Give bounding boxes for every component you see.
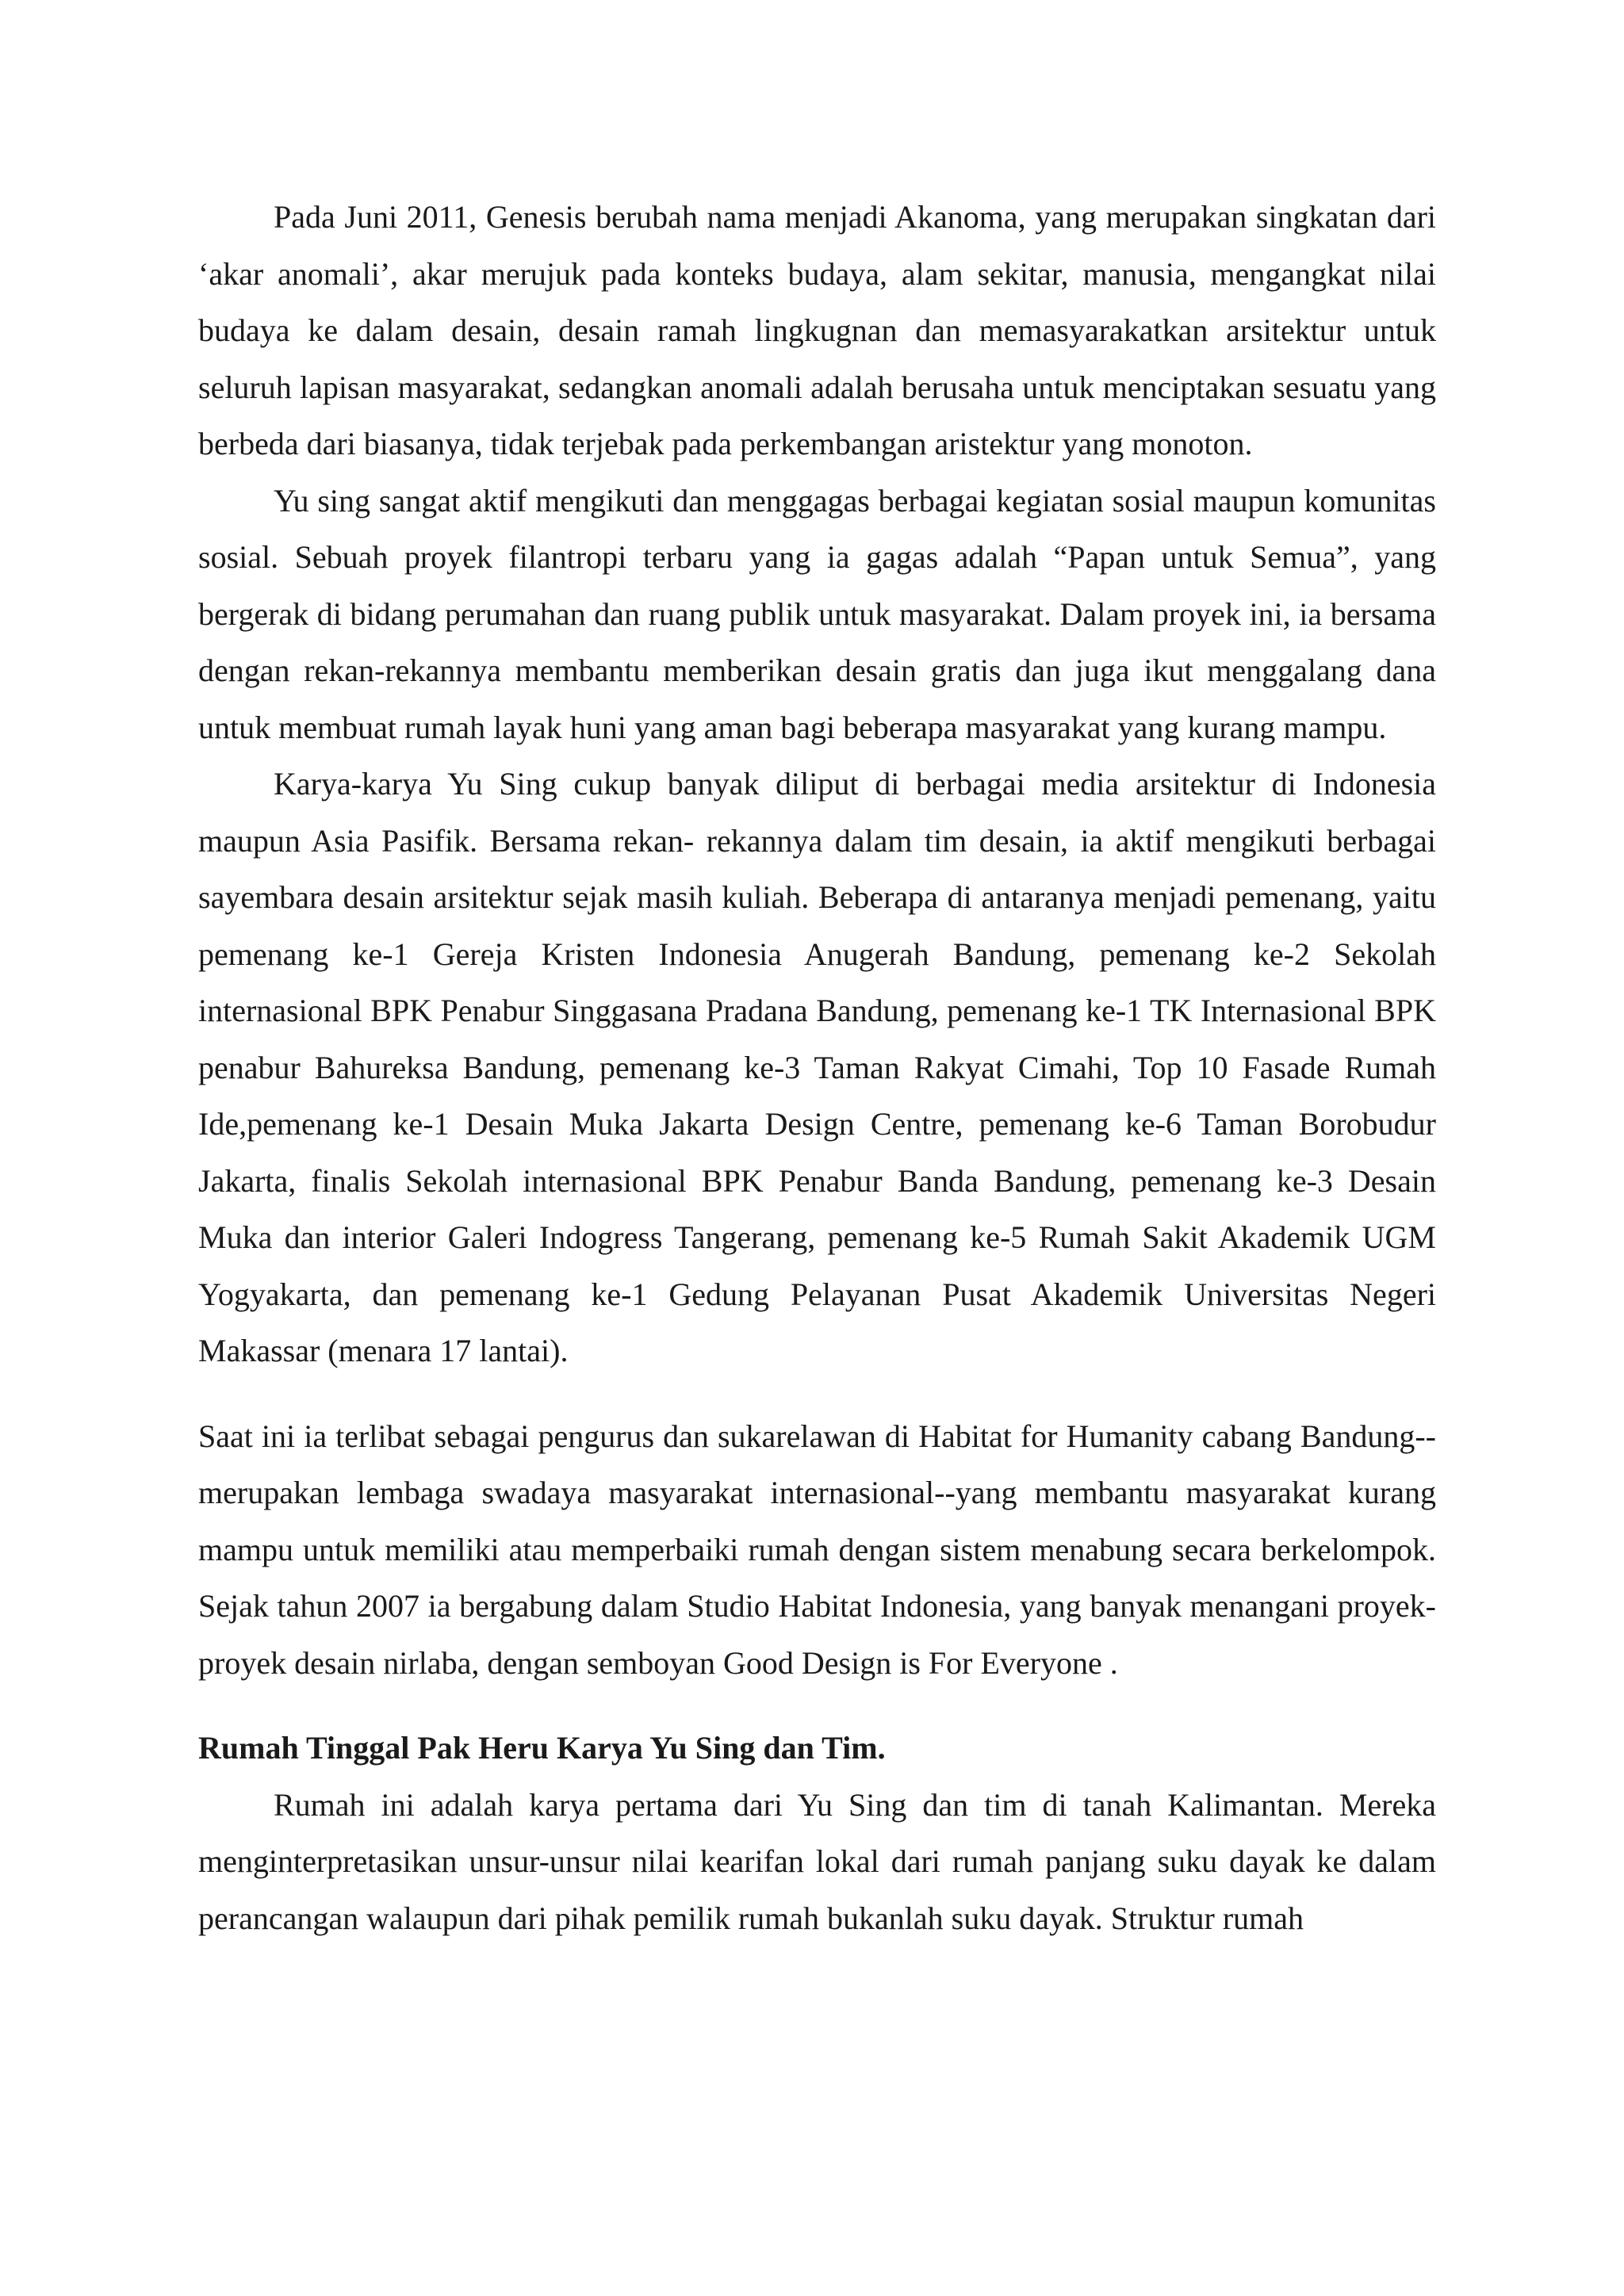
section-heading: Rumah Tinggal Pak Heru Karya Yu Sing dan Tim. (198, 1730, 886, 1766)
paragraph-habitat-for-humanity: Saat ini ia terlibat sebagai pengurus dan sukarelawan di Habitat for Humanity cabang Bandung--merupakan lembaga swadaya masyarakat internasional--yang membantu masyarakat kurang mampu untuk memiliki atau memperbaiki rumah dengan sistem menabung secara berkelompok. Sejak tahun 2007 ia bergabung dalam Studio Habitat Indonesia, yang banyak menangani proyek-proyek desain nirlaba, dengan semboyan Good Design is For Everyone . (198, 1418, 1436, 1681)
document-body (198, 189, 1436, 1946)
paragraph-works-and-awards: Karya-karya Yu Sing cukup banyak diliput di berbagai media arsitektur di Indonesia maupun Asia Pasifik. Bersama rekan- rekannya dalam tim desain, ia aktif mengikuti berbagai sayembara desain arsitektur sejak masih kuliah. Beberapa di antaranya menjadi pemenang, yaitu pemenang ke-1 Gereja Kristen Indonesia Anugerah Bandung, pemenang ke-2 Sekolah internasional BPK Penabur Singgasana Pradana Bandung, pemenang ke-1 TK Internasional BPK penabur Bahureksa Bandung, pemenang ke-3 Taman Rakyat Cimahi, Top 10 Fasade Rumah Ide,pemenang ke-1 Desain Muka Jakarta Design Centre, pemenang ke-6 Taman Borobudur Jakarta, finalis Sekolah internasional BPK Penabur Banda Bandung, pemenang ke-3 Desain Muka dan interior Galeri Indogress Tangerang, pemenang ke-5 Rumah Sakit Akademik UGM Yogyakarta, dan pemenang ke-1 Gedung Pelayanan Pusat Akademik Universitas Negeri Makassar (menara 17 lantai). (198, 766, 1436, 1368)
paragraph-social-activities: Yu sing sangat aktif mengikuti dan menggagas berbagai kegiatan sosial maupun komunitas sosial. Sebuah proyek filantropi terbaru yang ia gagas adalah “Papan untuk Semua”, yang bergerak di bidang perumahan dan ruang publik untuk masyarakat. Dalam proyek ini, ia bersama dengan rekan-rekannya membantu memberikan desain gratis dan juga ikut menggalang dana untuk membuat rumah layak huni yang aman bagi beberapa masyarakat yang kurang mampu. (198, 482, 1436, 745)
paragraph-rumah-pak-heru: Rumah ini adalah karya pertama dari Yu Sing dan tim di tanah Kalimantan. Mereka menginterpretasikan unsur-unsur nilai kearifan lokal dari rumah panjang suku dayak ke dalam perancangan walaupun dari pihak pemilik rumah bukanlah suku dayak. Struktur rumah (198, 1786, 1436, 1936)
paragraph-akanoma: Pada Juni 2011, Genesis berubah nama menjadi Akanoma, yang merupakan singkatan dari ‘akar anomali’, akar merujuk pada konteks budaya, alam sekitar, manusia, mengangkat nilai budaya ke dalam desain, desain ramah lingkugnan dan memasyarakatkan arsitektur untuk seluruh lapisan masyarakat, sedangkan anomali adalah berusaha untuk menciptakan sesuatu yang berbeda dari biasanya, tidak terjebak pada perkembangan aristektur yang monoton. (198, 199, 1436, 461)
